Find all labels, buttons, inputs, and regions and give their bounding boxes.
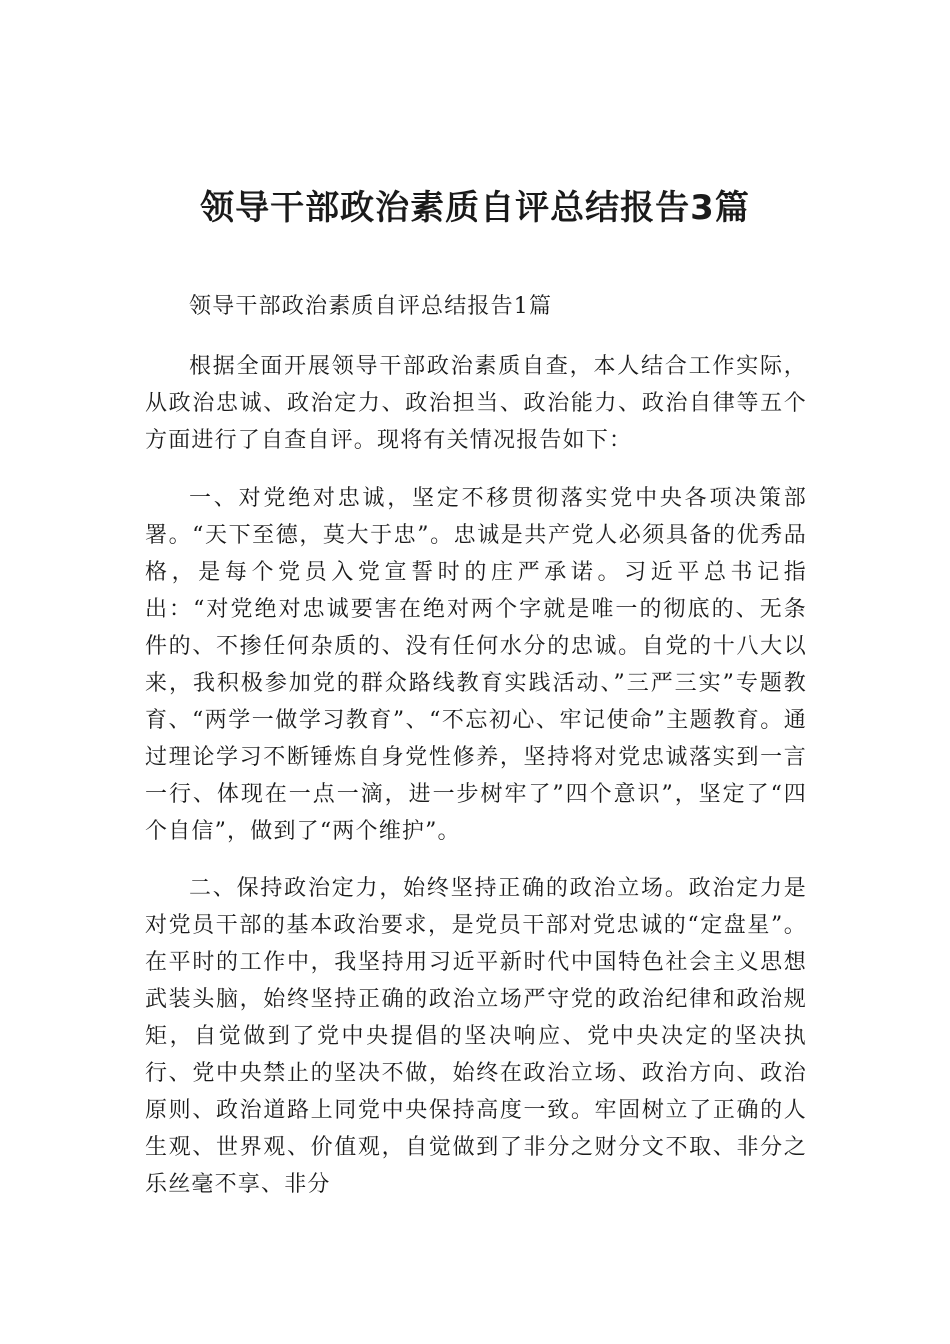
document-title: 领导干部政治素质自评总结报告3篇 xyxy=(200,188,750,228)
paragraph-political-resolve: 二、保持政治定力，始终坚持正确的政治立场。政治定力是对党员干部的基本政治要求，是党员干部对党忠诚的“定盘星”。在平时的工作中，我坚持用习近平新时代中国特色社会主义思想武装头脑，始终坚持正确的政治立场严守党的政治纪律和政治规矩，自觉做到了党中央提倡的坚决响应、党中央决定的坚决执行、党中央禁止的坚决不做，始终在政治立场、政治方向、政治原则、政治道路上同党中央保持高度一致。牢固树立了正确的人生观、世界观、价值观，自觉做到了非分之财分文不取、非分之乐丝毫不享、非分 xyxy=(145,876,807,1197)
section-subtitle: 领导干部政治素质自评总结报告1篇 xyxy=(189,294,553,319)
paragraph-intro: 根据全面开展领导干部政治素质自查，本人结合工作实际，从政治忠诚、政治定力、政治担当、政治能力、政治自律等五个方面进行了自查自评。现将有关情况报告如下： xyxy=(145,354,807,453)
paragraph-loyalty: 一、对党绝对忠诚，坚定不移贯彻落实党中央各项决策部署。“天下至德，莫大于忠”。忠诚是共产党人必须具备的优秀品格，是每个党员入党宣誓时的庄严承诺。习近平总书记指出：“对党绝对忠诚要害在绝对两个字就是唯一的彻底的、无条件的、不掺任何杂质的、没有任何水分的忠诚。自党的十八大以来，我积极参加党的群众路线教育实践活动、”三严三实”专题教育、“两学一做学习教育”、“不忘初心、牢记使命”主题教育。通过理论学习不断锤炼自身党性修养，坚持将对党忠诚落实到一言一行、体现在一点一滴，进一步树牢了”四个意识”，坚定了“四个自信”，做到了“两个维护”。 xyxy=(145,486,807,844)
